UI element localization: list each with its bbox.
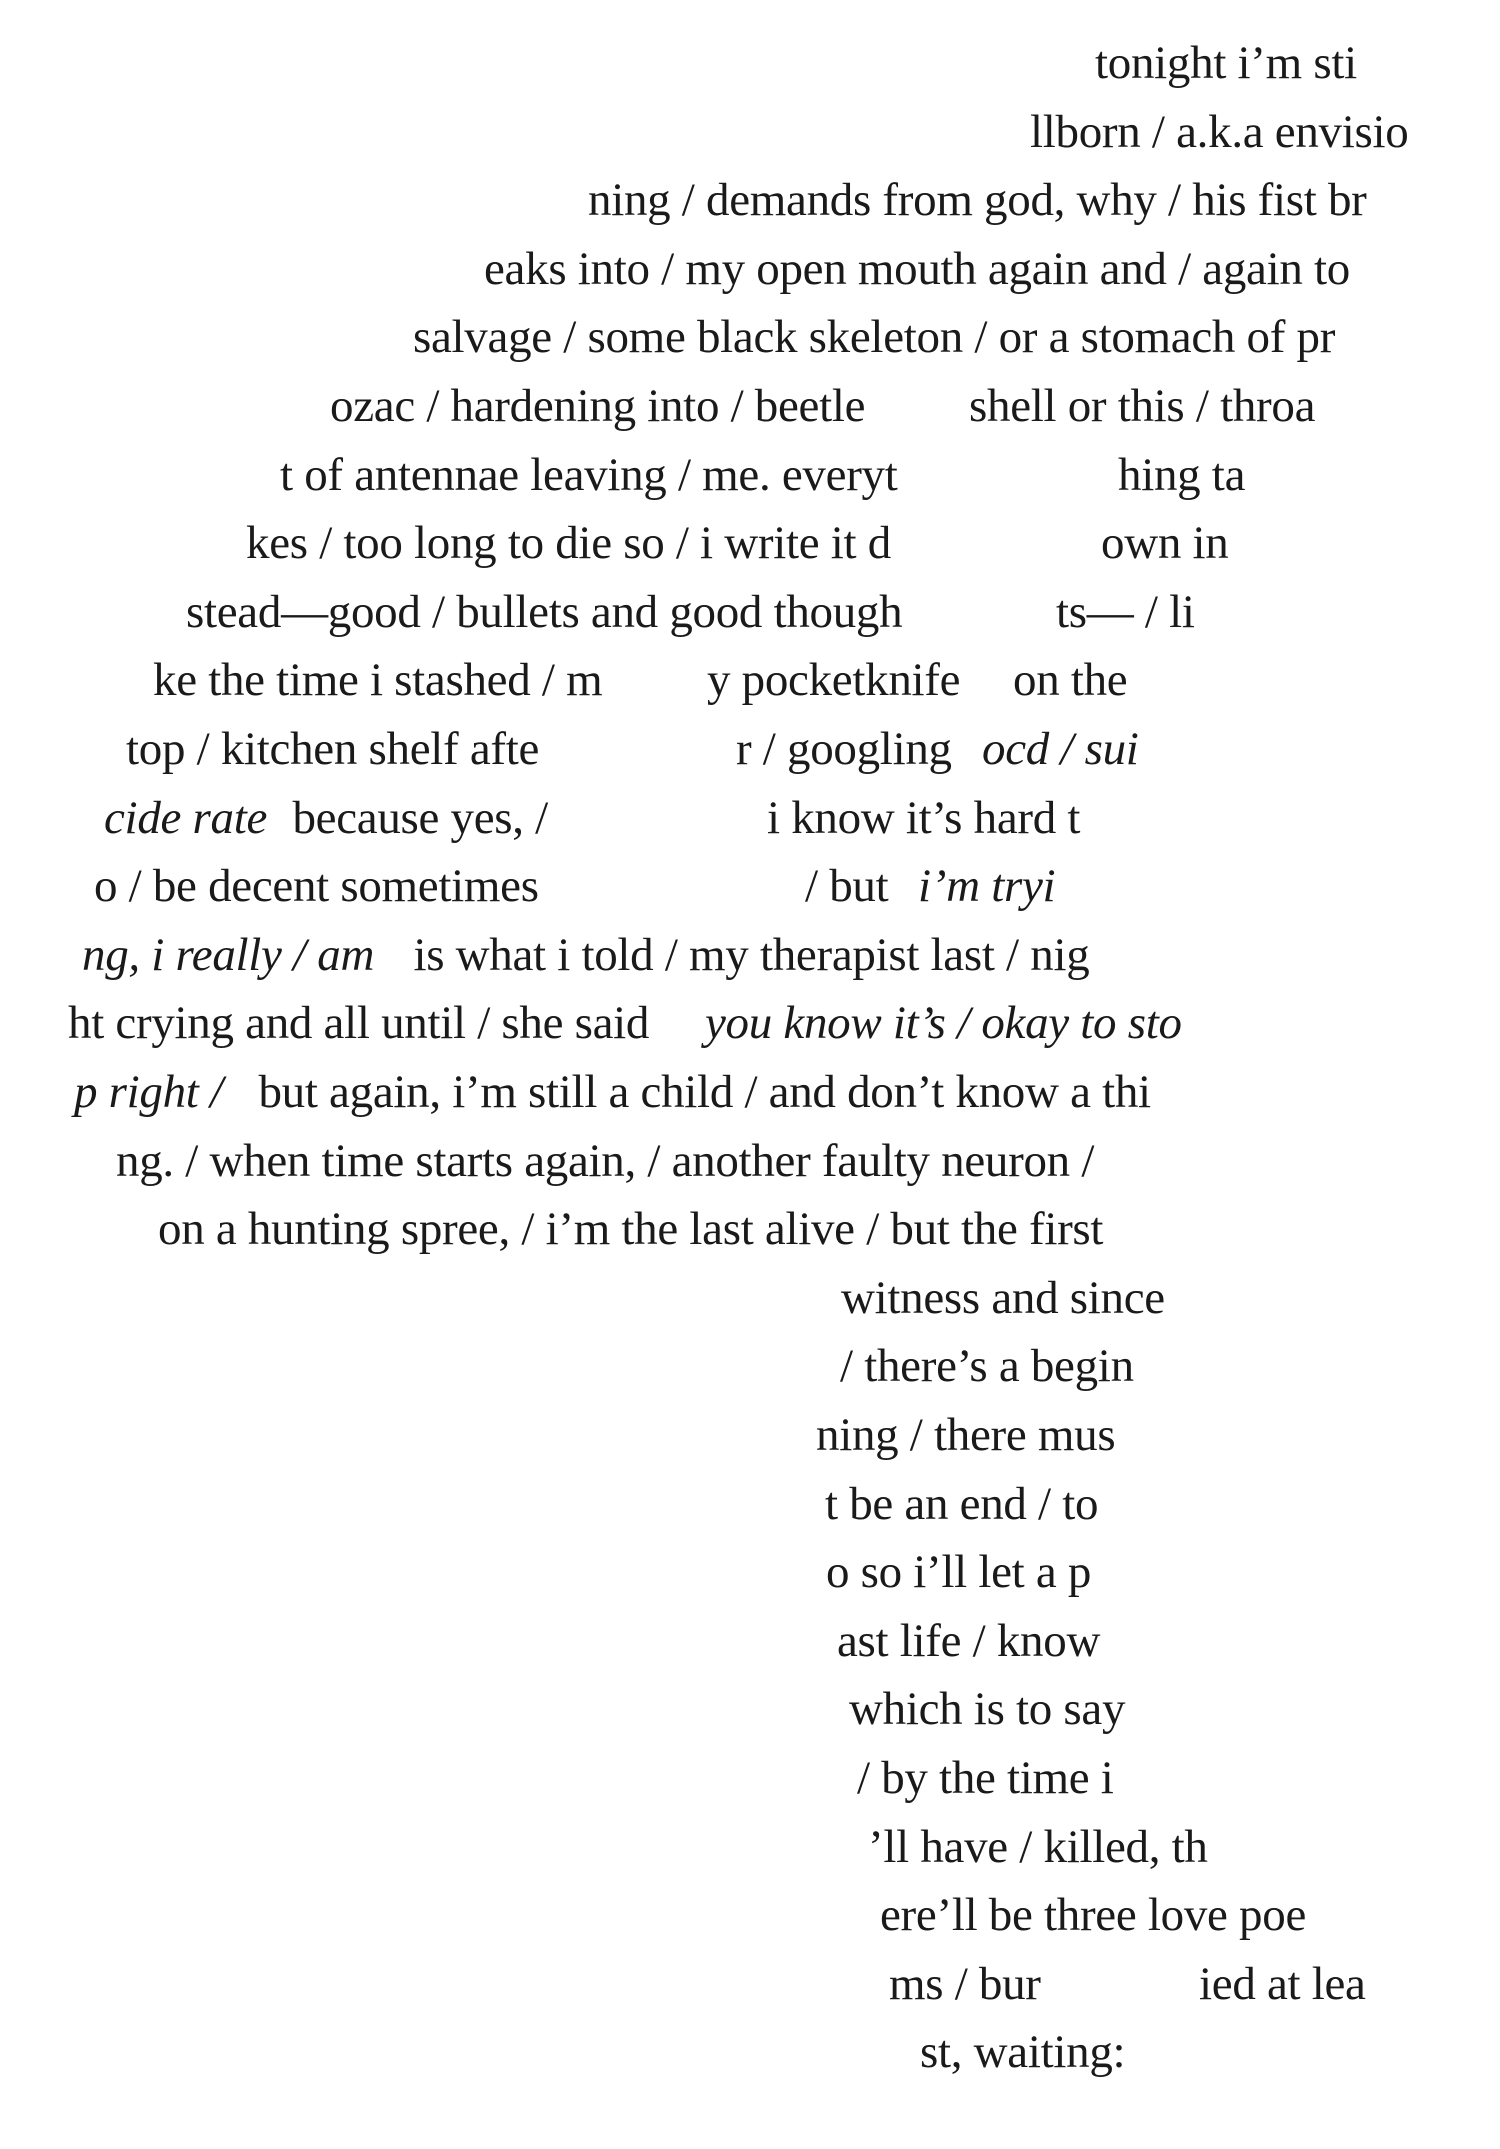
poem-line — [767, 791, 1081, 844]
poem-line — [736, 723, 964, 775]
poem-line — [94, 860, 539, 913]
poem-line — [153, 654, 603, 707]
poem-text: stead—good / bullets and good though — [186, 585, 903, 638]
poem-text: t be an end / to — [825, 1477, 1099, 1530]
poem-text: eaks into / my open mouth again and / again to — [484, 242, 1350, 295]
poem-text: is what i told / my therapist last / nig — [402, 928, 1090, 981]
poem-line — [707, 654, 961, 707]
poem-line — [841, 1271, 1165, 1324]
poem-text: ’ll have / killed, th — [868, 1820, 1208, 1873]
poem-line — [826, 1546, 1092, 1599]
poem-line — [889, 1957, 1041, 2010]
poem-line — [74, 1066, 223, 1118]
poem-line — [1056, 585, 1195, 638]
poem-text: ning / there mus — [816, 1409, 1116, 1461]
poem-text: ere’ll be three love poe — [880, 1889, 1307, 1942]
poem-line — [868, 1820, 1208, 1873]
poem-line — [158, 1203, 1104, 1256]
poem-line — [920, 2026, 1126, 2079]
poem-line — [849, 1683, 1126, 1736]
poem-line — [805, 860, 900, 913]
poem-text: llborn / a.k.a envisio — [1030, 105, 1409, 158]
poem-text: salvage / some black skeleton / or a stomach of pr — [413, 311, 1336, 364]
poem-italic-text: p right / — [74, 1066, 223, 1118]
poem-text: / by the time i — [857, 1752, 1114, 1804]
poem-text: ts— / li — [1056, 585, 1195, 638]
poem-italic-text: you know it’s / okay to sto — [705, 997, 1182, 1050]
poem-line — [126, 723, 540, 775]
poem-italic-text: ng, i really / am — [82, 928, 375, 981]
poem-text: o so i’ll let a p — [826, 1546, 1092, 1599]
poem-text: o / be decent sometimes — [94, 860, 539, 913]
poem-line — [484, 242, 1350, 295]
poem-line — [588, 174, 1367, 227]
poem-line — [837, 1614, 1101, 1667]
poem-line — [857, 1752, 1114, 1804]
poem-line — [1101, 517, 1229, 570]
poem-text: because yes, / — [281, 791, 548, 844]
poem-line — [840, 1340, 1134, 1393]
poem-line — [880, 1889, 1307, 1942]
poem-line — [1095, 37, 1357, 89]
poem-text: ozac / hardening into / beetle — [330, 380, 866, 432]
poem-line — [82, 928, 375, 981]
poem-line — [1118, 448, 1246, 501]
poem-italic-text: cide rate — [104, 791, 268, 844]
poem-text: which is to say — [849, 1683, 1126, 1736]
poem-text: top / kitchen shelf afte — [126, 723, 540, 775]
poem-text: ast life / know — [837, 1614, 1101, 1667]
poem-line — [413, 311, 1336, 364]
poem-text: on a hunting spree, / i’m the last alive / but the first — [158, 1203, 1104, 1256]
poem-line — [281, 791, 548, 844]
poem-text: ied at lea — [1199, 1957, 1366, 2010]
poem-line — [816, 1409, 1116, 1461]
poem-line — [68, 997, 661, 1050]
poem-text: st, waiting: — [920, 2026, 1126, 2079]
poem-line — [825, 1477, 1099, 1530]
poem-italic-text: i’m tryi — [918, 860, 1056, 913]
poem-text: / but — [805, 860, 900, 913]
poem-line — [186, 585, 903, 638]
poem-text: kes / too long to die so / i write it d — [246, 517, 891, 570]
poem-text: ke the time i stashed / m — [153, 654, 603, 707]
poem-text: y pocketknife — [707, 654, 961, 707]
poem-line — [1030, 105, 1409, 158]
poem-line — [705, 997, 1182, 1050]
poem-italic-text: ocd / sui — [982, 723, 1139, 775]
poem-text: own in — [1101, 517, 1229, 570]
poem-text: on the — [1013, 654, 1128, 707]
poem-text: ng. / when time starts again, / another faulty neuron / — [116, 1134, 1095, 1187]
poem-text: shell or this / throa — [969, 380, 1316, 432]
poem-text: ms / bur — [889, 1957, 1041, 2010]
poem-line — [247, 1066, 1151, 1118]
poem-text: tonight i’m sti — [1095, 37, 1357, 89]
poem-line — [246, 517, 891, 570]
poem-line — [116, 1134, 1095, 1187]
poem-text: ning / demands from god, why / his fist br — [588, 174, 1367, 227]
poem-line — [402, 928, 1090, 981]
poem-text: / there’s a begin — [840, 1340, 1134, 1393]
poem-text: witness and since — [841, 1271, 1165, 1324]
poem-text: t of antennae leaving / me. everyt — [280, 448, 898, 501]
poem-line — [982, 723, 1139, 775]
poem-line — [1013, 654, 1128, 707]
poem-line — [280, 448, 898, 501]
poem-text: but again, i’m still a child / and don’t know a thi — [247, 1066, 1151, 1118]
poem-line — [918, 860, 1056, 913]
poem-line — [104, 791, 268, 844]
poem-text: ht crying and all until / she said — [68, 997, 661, 1050]
poem-line — [1199, 1957, 1366, 2010]
poem-text: hing ta — [1118, 448, 1246, 501]
poem-line — [330, 380, 866, 432]
poem-text: i know it’s hard t — [767, 791, 1081, 844]
poem-text: r / googling — [736, 723, 964, 775]
poem-line — [969, 380, 1316, 432]
